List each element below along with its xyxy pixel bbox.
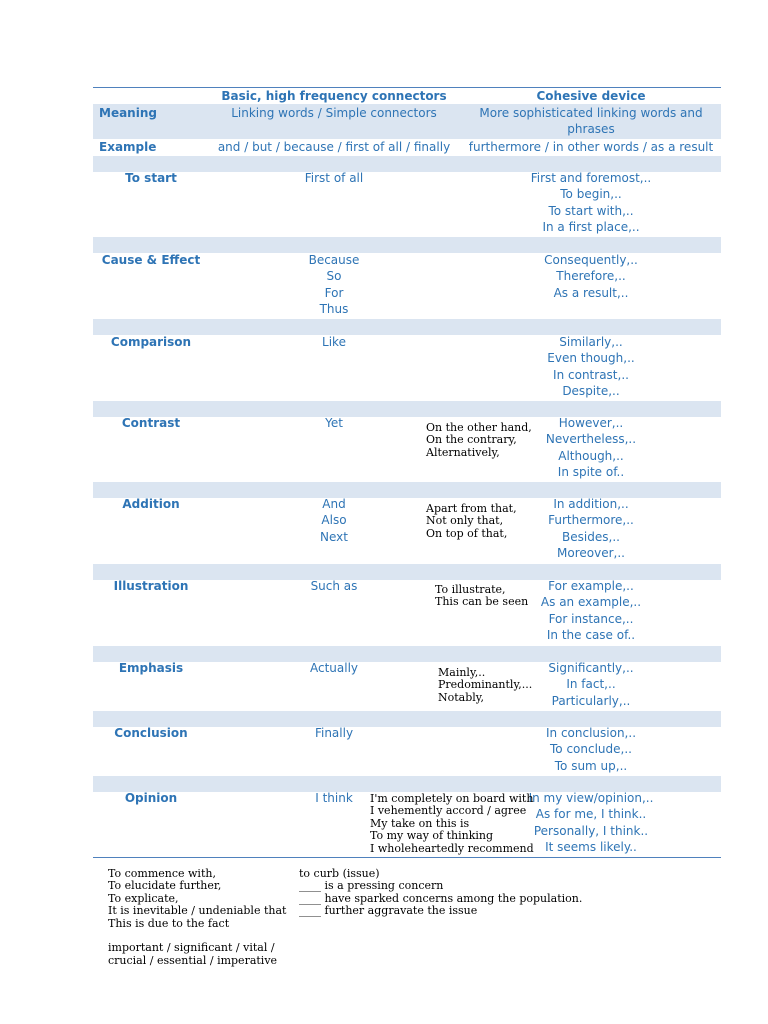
alternative-phrase: Notably, — [438, 690, 485, 704]
alternative-phrase: My take on this is — [370, 816, 470, 830]
category-label: Addition — [122, 497, 180, 511]
note-line: ____ have sparked concerns among the population. — [299, 891, 583, 905]
meaning-row — [93, 104, 721, 139]
basic-connector: Yet — [325, 416, 343, 430]
basic-connector: Finally — [314, 726, 354, 740]
table-header-row — [93, 87, 721, 104]
category-label: Cause & Effect — [101, 253, 201, 267]
basic-connector: Next — [320, 529, 348, 544]
cohesive-device: Significantly,.. — [548, 661, 634, 675]
basic-connector: First of all — [304, 171, 364, 185]
basic-connector: Thus — [319, 302, 349, 317]
basic-connectors — [209, 170, 459, 186]
alternative-phrases — [426, 503, 517, 540]
basic-connector: Actually — [309, 661, 359, 675]
basic-connectors — [209, 415, 459, 431]
cohesive-device: Personally, I think.. — [533, 823, 649, 838]
note-line: To elucidate further, — [108, 879, 222, 893]
alternative-phrase: I vehemently accord / agree — [370, 804, 527, 818]
note-line: To commence with, — [108, 867, 216, 880]
note-line: crucial / essential / imperative — [108, 953, 278, 967]
note-line: It is inevitable / undeniable that — [108, 904, 287, 918]
notes-left — [108, 868, 286, 967]
cohesive-device: It seems likely.. — [545, 840, 637, 855]
alternative-phrase: To my way of thinking — [370, 829, 494, 843]
basic-connector: Like — [322, 335, 346, 349]
category-label: Opinion — [124, 791, 178, 805]
basic-connectors — [209, 725, 459, 741]
cohesive-device: Therefore,.. — [556, 269, 626, 284]
cohesive-device: Furthermore,.. — [548, 513, 634, 528]
category-label: Illustration — [113, 579, 189, 593]
cohesive-device: In spite of.. — [557, 465, 625, 480]
alternative-phrase: Not only that, — [426, 514, 504, 528]
basic-connector: I think — [315, 791, 353, 805]
cohesive-device: For instance,.. — [548, 611, 634, 626]
alternative-phrase: On the contrary, — [426, 433, 517, 447]
alternative-phrase: This can be seen — [435, 595, 529, 609]
alternative-phrases — [438, 667, 532, 704]
notes-right — [299, 868, 582, 918]
alternative-phrases — [426, 422, 532, 459]
table-bottom-border — [93, 857, 721, 858]
note-line: to curb (issue) — [299, 867, 380, 880]
cohesive-device: Particularly,.. — [551, 693, 631, 708]
header-basic-connectors: Basic, high frequency connectors — [221, 89, 447, 103]
cohesive-device: Although,.. — [558, 448, 624, 463]
alternative-phrase: On top of that, — [426, 526, 508, 540]
note-line: ____ further aggravate the issue — [299, 904, 478, 918]
basic-connector: Because — [308, 253, 360, 267]
basic-connector: For — [324, 285, 344, 300]
cohesive-device: For example,.. — [548, 579, 634, 593]
alternative-phrases — [370, 793, 534, 855]
cohesive-device: As an example,.. — [540, 595, 642, 610]
cohesive-devices — [461, 334, 721, 400]
alternative-phrase: Predominantly,... — [438, 678, 533, 692]
section-divider-band — [93, 237, 721, 253]
header-cohesive-device: Cohesive device — [536, 89, 646, 103]
alternative-phrase: I'm completely on board with — [370, 792, 534, 805]
alternative-phrase: On the other hand, — [426, 421, 532, 434]
section-divider-band — [93, 319, 721, 335]
basic-connectors — [209, 578, 459, 594]
alternative-phrase: Apart from that, — [426, 502, 517, 515]
category-label: Contrast — [121, 416, 181, 430]
cohesive-device: Nevertheless,.. — [545, 432, 637, 447]
category-label: To start — [125, 171, 177, 185]
alternative-phrase: Alternatively, — [426, 445, 500, 459]
example-row — [93, 139, 721, 156]
basic-connector: Also — [321, 513, 347, 528]
meaning-label: Meaning — [99, 106, 157, 120]
category-label: Emphasis — [118, 661, 184, 675]
note-line: important / significant / vital / — [108, 941, 275, 955]
cohesive-device: To start with,.. — [548, 203, 634, 218]
cohesive-device: To sum up,.. — [554, 758, 628, 773]
cohesive-device: In my view/opinion,.. — [528, 791, 654, 805]
meaning-basic: Linking words / Simple connectors — [231, 106, 437, 120]
cohesive-device: In contrast,.. — [553, 367, 629, 382]
meaning-cohesive-line: phrases — [567, 122, 615, 137]
alternative-phrase: Mainly,.. — [438, 666, 486, 679]
basic-connectors — [209, 334, 459, 350]
cohesive-devices — [461, 170, 721, 236]
cohesive-device: To begin,.. — [560, 187, 622, 202]
cohesive-device: To conclude,.. — [550, 742, 632, 757]
basic-connectors — [209, 252, 459, 318]
cohesive-devices — [461, 252, 721, 301]
cohesive-device: Similarly,.. — [559, 335, 623, 349]
cohesive-device: Despite,.. — [562, 384, 620, 399]
alternative-phrase: To illustrate, — [435, 583, 506, 596]
note-line: This is due to the fact — [108, 916, 230, 930]
cohesive-device: Even though,.. — [547, 351, 635, 366]
cohesive-device: As for me, I think.. — [535, 807, 647, 822]
basic-connector: Such as — [310, 579, 358, 593]
cohesive-device: In fact,.. — [566, 677, 616, 692]
alternative-phrases — [435, 584, 528, 609]
example-cohesive: furthermore / in other words / as a result — [468, 140, 714, 154]
basic-connectors — [209, 660, 459, 676]
cohesive-device: As a result,.. — [553, 285, 629, 300]
cohesive-device: In the case of.. — [546, 628, 636, 643]
cohesive-device: In a first place,.. — [542, 220, 640, 235]
basic-connectors — [209, 496, 459, 545]
example-label: Example — [99, 140, 157, 154]
cohesive-device: In conclusion,.. — [545, 726, 637, 740]
cohesive-device: However,.. — [558, 416, 624, 430]
basic-connector: And — [322, 497, 346, 511]
note-line: To explicate, — [108, 891, 179, 905]
meaning-cohesive-line: More sophisticated linking words and — [479, 106, 703, 120]
cohesive-devices — [461, 725, 721, 774]
meaning-cohesive — [461, 105, 721, 138]
note-line: ____ is a pressing concern — [299, 879, 444, 893]
alternative-phrase: I wholeheartedly recommend — [370, 841, 534, 855]
category-label: Comparison — [110, 335, 192, 349]
category-label: Conclusion — [114, 726, 188, 740]
example-basic: and / but / because / first of all / finally — [217, 140, 451, 154]
cohesive-device: First and foremost,.. — [530, 171, 652, 185]
cohesive-device: Consequently,.. — [544, 253, 638, 267]
cohesive-device: In addition,.. — [553, 497, 629, 511]
basic-connector: So — [326, 269, 342, 284]
cohesive-device: Moreover,.. — [557, 546, 625, 561]
cohesive-device: Besides,.. — [562, 529, 620, 544]
